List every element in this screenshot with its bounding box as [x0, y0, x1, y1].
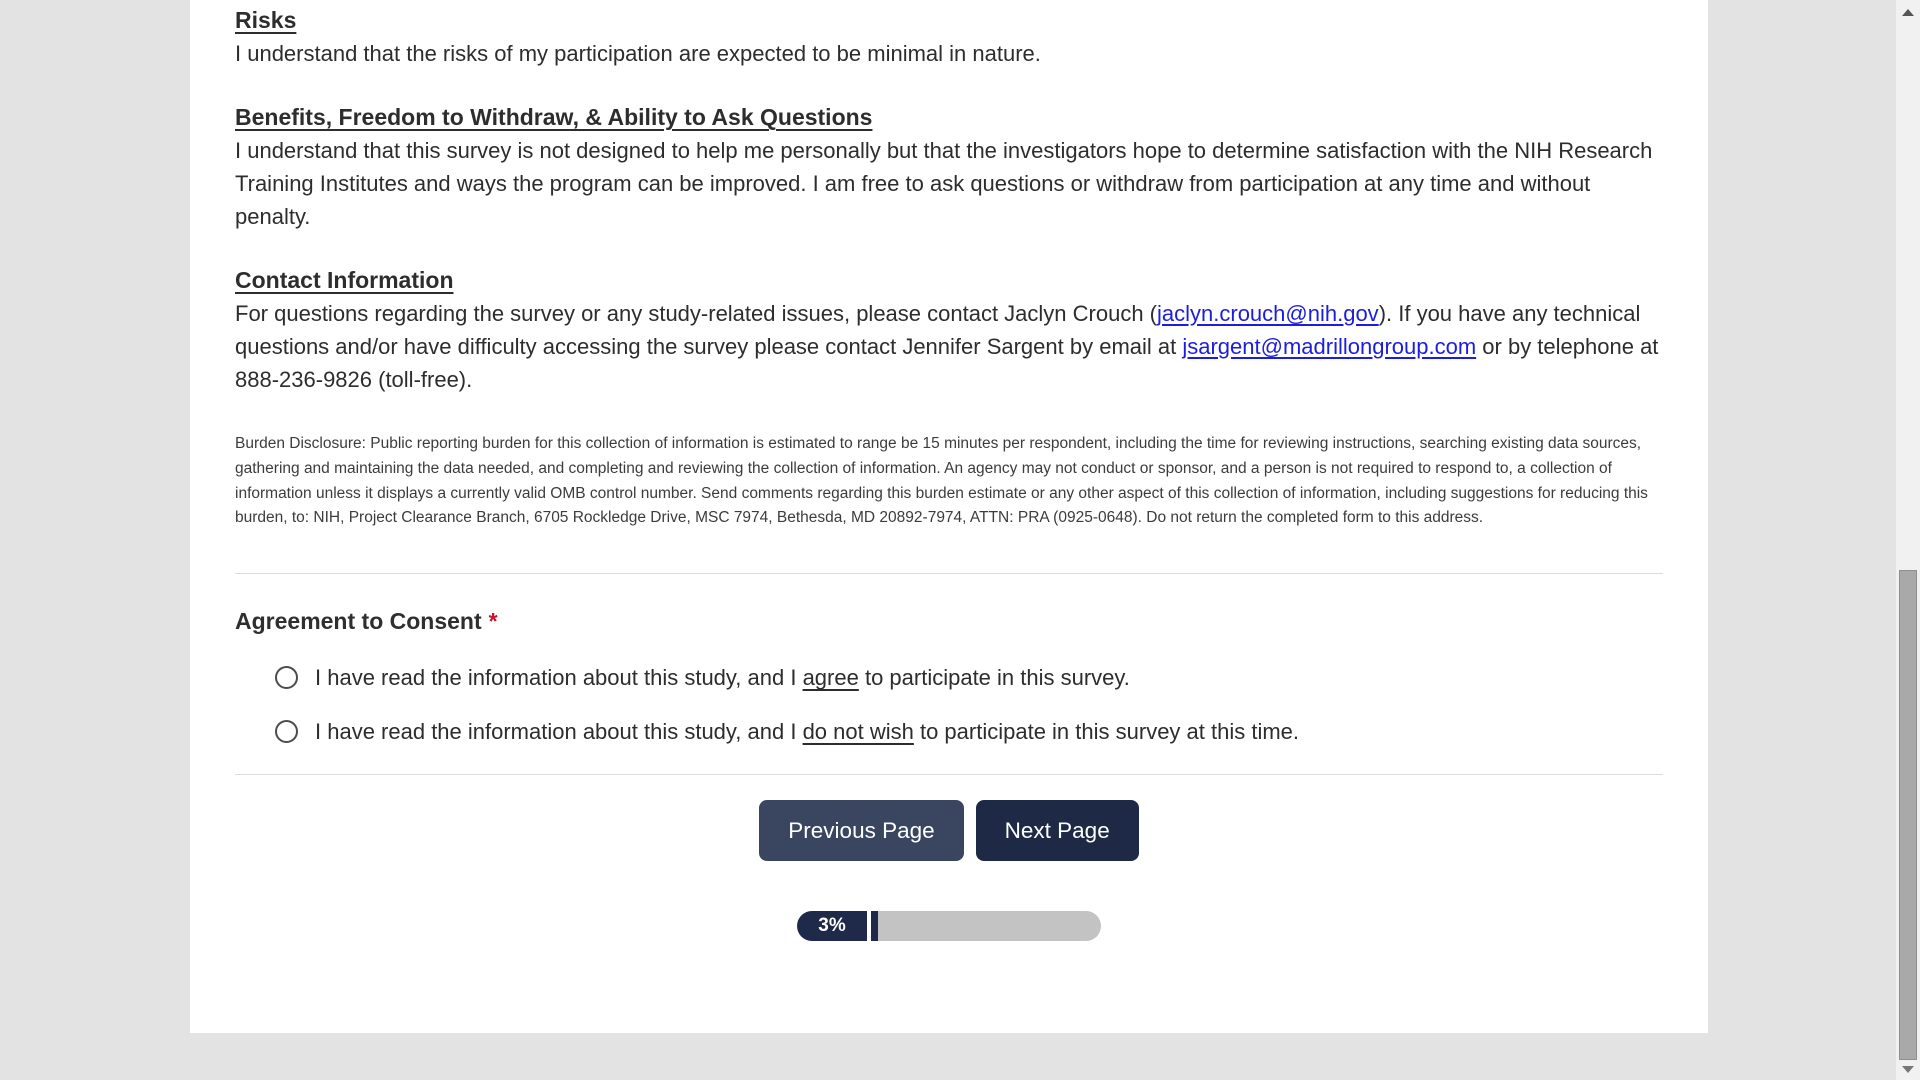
- contact-text-mid: ). If you have any technical questions and/or have difficulty accessing the survey please contact Jennifer Sargent by email at: [235, 301, 1641, 359]
- section-benefits: [235, 100, 1663, 233]
- radio-option-do-not-wish[interactable]: [275, 715, 1663, 748]
- option-decline-underlined: do not wish: [802, 719, 914, 745]
- scrollbar-up-arrow-icon[interactable]: [1902, 9, 1914, 16]
- option-agree-prefix: I have read the information about this study, and I: [315, 665, 803, 691]
- required-asterisk: *: [488, 608, 498, 635]
- divider-above-question: [235, 573, 1663, 574]
- scrollbar-thumb[interactable]: [1899, 570, 1917, 1060]
- option-agree-underlined: agree: [802, 665, 859, 691]
- vertical-scrollbar[interactable]: [1896, 0, 1920, 1080]
- progress-bar-container: [235, 911, 1663, 941]
- progress-percent-label: 3%: [797, 911, 867, 941]
- next-page-button[interactable]: Next Page: [976, 800, 1139, 861]
- option-agree-suffix: to participate in this survey.: [858, 665, 1130, 691]
- previous-page-button[interactable]: Previous Page: [759, 800, 963, 861]
- progress-bar: [797, 911, 1101, 941]
- radio-button-agree[interactable]: [275, 666, 298, 689]
- burden-disclosure-text: Burden Disclosure: Public reporting burden for this collection of information is estimated to range be 15 minutes per respondent, including the time for reviewing instructions, searching existing data sources, gathering and maintaining the data needed, and completing and reviewing the collection of information. An agency may not conduct or sponsor, and a person is not required to respond to, a collection of information unless it displays a currently valid OMB control number. Send comments regarding this burden estimate or any other aspect of this collection of information, including suggestions for reducing this burden, to: NIH, Project Clearance Branch, 6705 Rockledge Drive, MSC 7974, Bethesda, MD 20892-7974, ATTN: PRA (0925-0648). Do not return the completed form to this address.: [235, 435, 1648, 527]
- email-link-jsargent[interactable]: jsargent@madrillongroup.com: [1182, 334, 1477, 359]
- option-decline-prefix: I have read the information about this study, and I: [315, 719, 803, 745]
- progress-fill: [871, 911, 878, 941]
- risks-body: I understand that the risks of my participation are expected to be minimal in nature.: [235, 41, 1041, 66]
- divider-below-question: [235, 774, 1663, 775]
- radio-option-do-not-wish-label: [315, 715, 1299, 748]
- risks-heading: Risks: [235, 7, 297, 33]
- radio-option-agree-label: [315, 661, 1130, 694]
- benefits-body: I understand that this survey is not designed to help me personally but that the investigators hope to determine satisfaction with the NIH Research Training Institutes and ways the program can be improved. I am free to ask questions or withdraw from participation at any time and without penalty.: [235, 138, 1653, 229]
- benefits-heading: Benefits, Freedom to Withdraw, & Ability to Ask Questions: [235, 104, 873, 130]
- section-contact: [235, 263, 1663, 396]
- radio-option-agree[interactable]: [275, 661, 1663, 694]
- section-risks: [235, 3, 1663, 70]
- survey-content-panel: [190, 0, 1708, 1033]
- scrollbar-down-arrow-icon[interactable]: [1902, 1066, 1914, 1073]
- contact-body: [235, 297, 1663, 396]
- email-link-jaclyn-crouch[interactable]: jaclyn.crouch@nih.gov: [1157, 301, 1379, 326]
- progress-track: [871, 911, 1101, 941]
- contact-text-pre: For questions regarding the survey or any study-related issues, please contact Jaclyn Crouch (: [235, 301, 1158, 326]
- options-list: [235, 661, 1663, 748]
- contact-text-post: or by telephone at 888-236-9826 (toll-free).: [235, 334, 1659, 392]
- page-navigation: [235, 800, 1663, 861]
- agreement-question: [235, 608, 1663, 748]
- contact-heading: Contact Information: [235, 267, 454, 293]
- question-title-row: [235, 608, 1663, 635]
- radio-button-do-not-wish[interactable]: [275, 720, 298, 743]
- option-decline-suffix: to participate in this survey at this time.: [913, 719, 1300, 745]
- question-title: Agreement to Consent: [235, 608, 482, 635]
